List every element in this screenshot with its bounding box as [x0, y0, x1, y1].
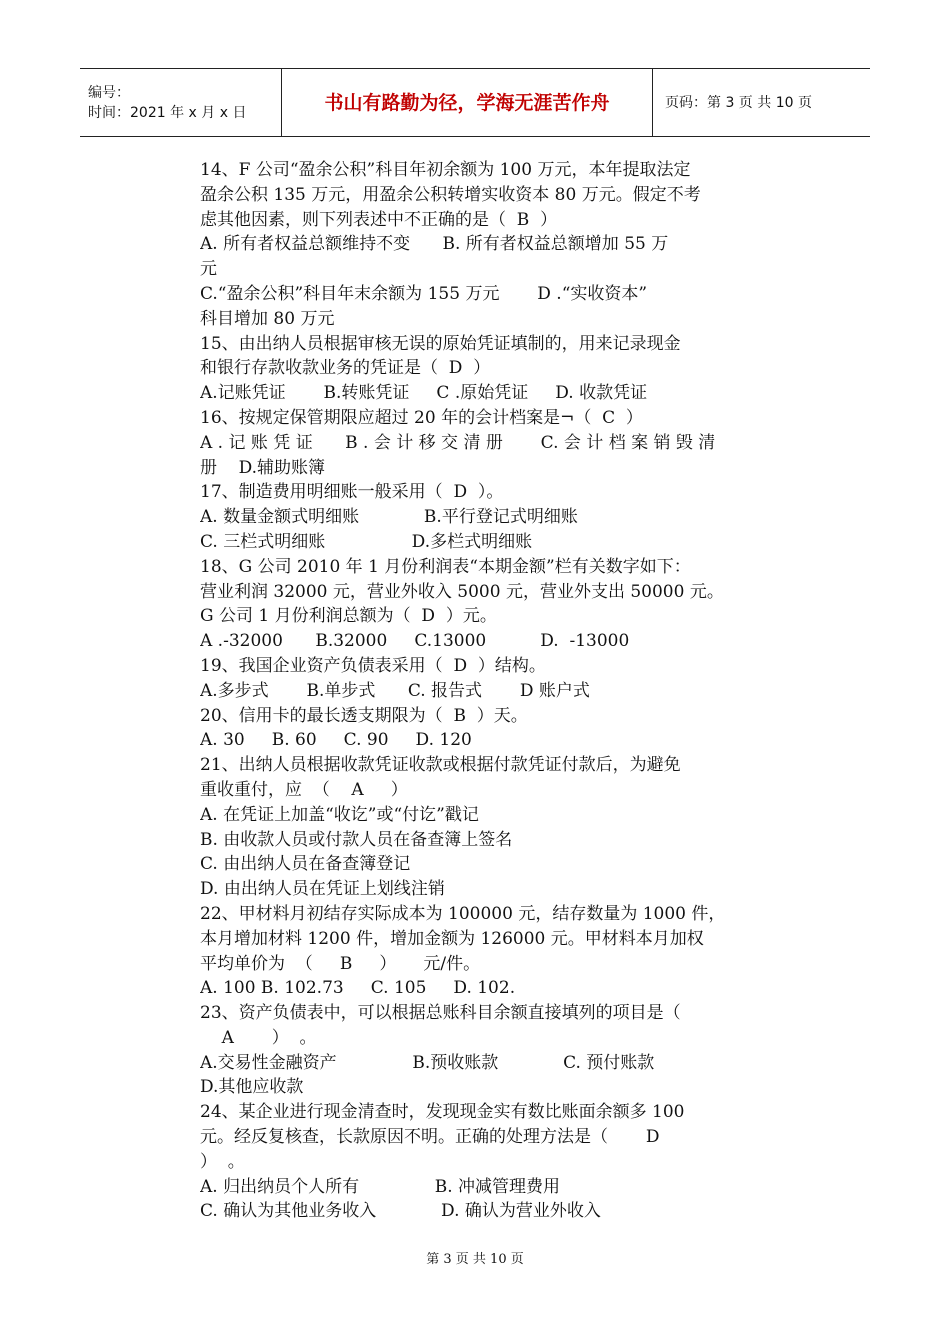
text-line: 元。经反复核查，长款原因不明。正确的处理方法是（ D — [200, 1127, 660, 1148]
text-line: 16、按规定保管期限应超过 20 年的会计档案是¬（ C ） — [200, 407, 643, 428]
text-line: A.多步式 B.单步式 C. 报告式 D 账户式 — [200, 680, 590, 701]
text-line: ） 。 — [200, 1151, 245, 1172]
text-line: A .-32000 B.32000 C.13000 D. -13000 — [200, 631, 630, 652]
text-line: 本月增加材料 1200 件，增加金额为 126000 元。甲材料本月加权 — [200, 928, 704, 949]
text-line: C. 三栏式明细账 D.多栏式明细账 — [200, 531, 533, 552]
header-meta — [80, 69, 282, 136]
text-line: G 公司 1 月份利润总额为（ D ）元。 — [200, 606, 497, 627]
text-line: C. 确认为其他业务收入 D. 确认为营业外收入 — [200, 1201, 601, 1222]
text-line: A.交易性金融资产 B.预收账款 C. 预付账款 — [200, 1052, 655, 1073]
question-text-body — [200, 158, 820, 1224]
text-line: 20、信用卡的最长透支期限为（ B ）天。 — [200, 705, 528, 726]
text-line: 24、某企业进行现金清查时，发现现金实有数比账面余额多 100 — [200, 1102, 685, 1123]
text-line: A ） 。 — [200, 1027, 317, 1048]
text-line: D.其他应收款 — [200, 1077, 304, 1098]
text-line: C.“盈余公积”科目年末余额为 155 万元 D .“实收资本” — [200, 283, 648, 304]
text-line: A. 所有者权益总额维持不变 B. 所有者权益总额增加 55 万 — [200, 234, 669, 255]
text-line: 21、出纳人员根据收款凭证收款或根据付款凭证付款后，为避免 — [200, 755, 681, 776]
page-footer: 第 3 页 共 10 页 — [426, 1252, 524, 1267]
text-line: 盈余公积 135 万元，用盈余公积转增实收资本 80 万元。假定不考 — [200, 184, 701, 205]
text-line: 重收重付，应 （ A ） — [200, 779, 408, 800]
text-line: A . 记 账 凭 证 B . 会 计 移 交 清 册 C. 会 计 档 案 销 毁 清 — [200, 432, 716, 453]
text-line: 营业利润 32000 元，营业外收入 5000 元，营业外支出 50000 元。 — [200, 581, 724, 602]
text-line: A. 在凭证上加盖“收讫”或“付讫”戳记 — [200, 804, 479, 825]
text-line: 平均单价为 （ B ） 元/件。 — [200, 953, 481, 974]
text-line: A. 数量金额式明细账 B.平行登记式明细账 — [200, 507, 578, 528]
text-line: 科目增加 80 万元 — [200, 308, 335, 329]
text-line: A.记账凭证 B.转账凭证 C .原始凭证 D. 收款凭证 — [200, 383, 648, 404]
text-line: 元 — [200, 259, 217, 280]
document-number-label: 编号： — [88, 84, 130, 101]
text-line: 和银行存款收款业务的凭证是（ D ） — [200, 358, 491, 379]
document-date-label: 时间：2021 年 x 月 x 日 — [88, 104, 247, 121]
text-line: D. 由出纳人员在凭证上划线注销 — [200, 879, 445, 900]
text-line: 18、G 公司 2010 年 1 月份利润表“本期金额”栏有关数字如下： — [200, 556, 691, 577]
text-line: 22、甲材料月初结存实际成本为 100000 元，结存数量为 1000 件， — [200, 903, 726, 924]
text-line: B. 由收款人员或付款人员在备查簿上签名 — [200, 829, 513, 850]
text-line: A. 100 B. 102.73 C. 105 D. 102. — [200, 978, 516, 999]
text-line: A. 30 B. 60 C. 90 D. 120 — [200, 730, 472, 751]
text-line: 虑其他因素，则下列表述中不正确的是（ B ） — [200, 209, 558, 230]
header-motto: 书山有路勤为径，学海无涯苦作舟 — [282, 69, 653, 136]
text-line: 14、F 公司“盈余公积”科目年初余额为 100 万元，本年提取法定 — [200, 160, 691, 180]
header-page-label: 页码：第 3 页 共 10 页 — [665, 94, 812, 111]
text-line: 15、由出纳人员根据审核无误的原始凭证填制的，用来记录现金 — [200, 333, 681, 354]
text-line: 19、我国企业资产负债表采用（ D ）结构。 — [200, 655, 546, 676]
text-line: A. 归出纳员个人所有 B. 冲减管理费用 — [200, 1176, 561, 1197]
text-line: 册 D.辅助账簿 — [200, 457, 326, 478]
text-line: 17、制造费用明细账一般采用（ D ）。 — [200, 482, 504, 503]
text-line: C. 由出纳人员在备查簿登记 — [200, 854, 411, 875]
page-header — [80, 68, 870, 137]
text-line: 23、资产负债表中，可以根据总账科目余额直接填列的项目是（ — [200, 1003, 681, 1024]
